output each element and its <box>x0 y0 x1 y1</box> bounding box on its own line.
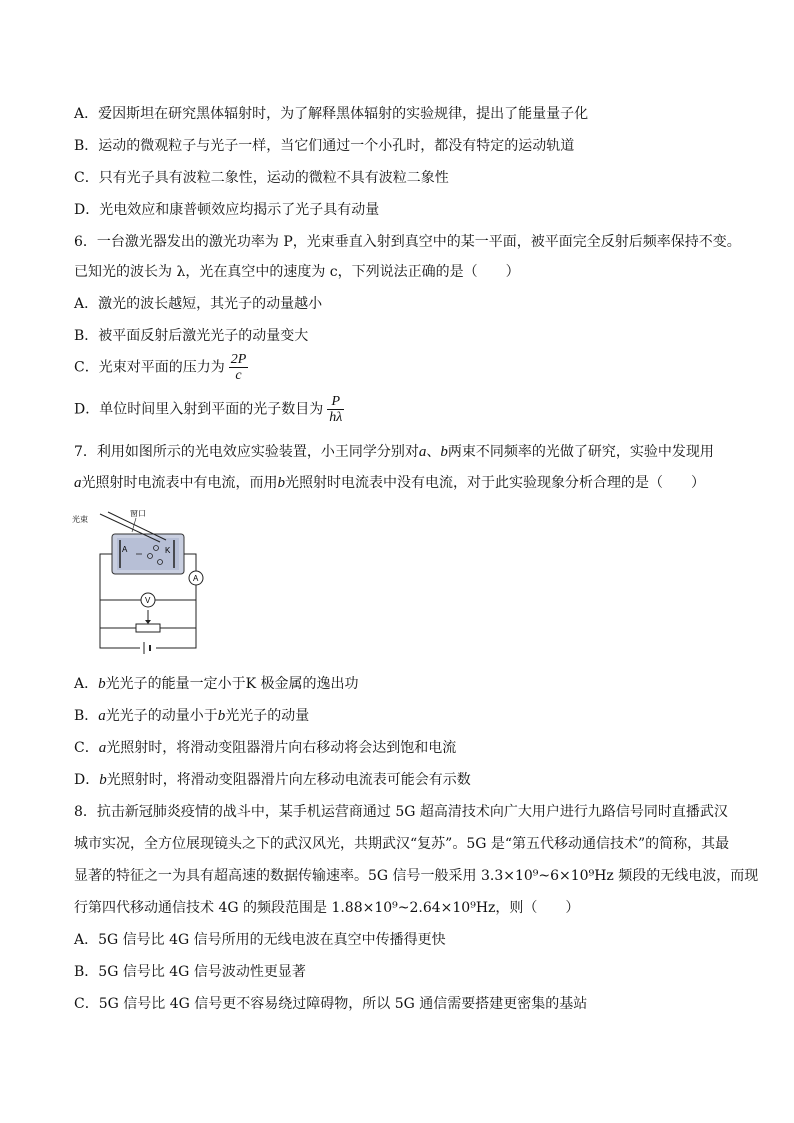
fraction-denominator: hλ <box>329 410 343 425</box>
q6-stem-line2: 已知光的波长为 λ，光在真空中的速度为 c，下列说法正确的是（ ） <box>74 264 520 280</box>
q8-option-c: C．5G 信号比 4G 信号更不容易绕过障碍物，所以 5G 通信需要搭建更密集的基站 <box>74 996 588 1012</box>
q7-option-b <box>74 706 309 726</box>
q8-option-a: A．5G 信号比 4G 信号所用的无线电波在真空中传播得更快 <box>74 932 446 948</box>
q6-option-d-text: D．单位时间里入射到平面的光子数目为 <box>74 401 324 418</box>
q6-option-a: A．激光的波长越短，其光子的动量越小 <box>74 296 323 312</box>
q7-stem-text: 光照射时电流表中有电流，而用 <box>81 475 278 491</box>
sliding-rheostat <box>136 624 160 632</box>
q5-option-b: B．运动的微观粒子与光子一样，当它们通过一个小孔时，都没有特定的运动轨道 <box>74 138 575 154</box>
q7-separator: 、 <box>426 444 441 460</box>
q8-stem-line2: 城市实况，全方位展现镜头之下的武汉风光，共期武汉“复苏”。5G 是“第五代移动通信技术”的简称，其最 <box>74 836 730 852</box>
option-text: 光照射时，将滑动变阻器滑片向左移动电流表可能会有示数 <box>106 772 471 788</box>
q8-stem-line4: 行第四代移动通信技术 4G 的频段范围是 1.88×10⁹~2.64×10⁹Hz，则（ ） <box>74 900 580 916</box>
q5-option-c: C．只有光子具有波粒二象性，运动的微粒不具有波粒二象性 <box>74 170 449 186</box>
option-prefix: A． <box>74 676 99 692</box>
q7-stem-text: 光照射时电流表中没有电流，对于此实验现象分析合理的是（ ） <box>285 475 705 491</box>
q6-stem-line1: 6．一台激光器发出的激光功率为 P，光束垂直入射到真空中的某一平面，被平面完全反射后频率保持不变。 <box>74 234 741 250</box>
var-a: a <box>98 740 107 756</box>
voltmeter-label: V <box>145 596 151 605</box>
var-a: a <box>418 444 427 460</box>
fraction-numerator: P <box>327 394 344 410</box>
var-b: b <box>277 475 285 491</box>
q5-option-a: A．爱因斯坦在研究黑体辐射时，为了解释黑体辐射的实验规律，提出了能量量子化 <box>74 106 589 122</box>
q8-option-b: B．5G 信号比 4G 信号波动性更显著 <box>74 964 306 980</box>
var-b: b <box>99 772 107 788</box>
q6-option-d <box>74 394 344 425</box>
q6-option-c <box>74 352 248 383</box>
q8-stem-line3: 显著的特征之一为具有超高速的数据传输速率。5G 信号一般采用 3.3×10⁹~6×10⁹Hz 频段的无线电波，而现 <box>74 868 759 884</box>
q7-stem-line1 <box>74 442 714 462</box>
option-prefix: B． <box>74 708 99 724</box>
var-b: b <box>217 708 226 724</box>
option-text: 光光子的动量小于 <box>105 708 218 724</box>
fraction-denominator: c <box>235 368 242 383</box>
var-b: b <box>98 676 106 692</box>
q7-option-d <box>74 770 471 790</box>
q6-option-c-fraction <box>229 352 249 383</box>
option-prefix: D． <box>74 772 100 788</box>
option-prefix: C． <box>74 740 99 756</box>
fraction-numerator: 2P <box>230 352 247 367</box>
electrode-a-label: A <box>122 545 128 554</box>
option-text: 光光子的能量一定小于K 极金属的逸出功 <box>105 676 359 692</box>
var-b: b <box>440 444 448 460</box>
option-text: 光照射时，将滑动变阻器滑片向右移动将会达到饱和电流 <box>106 740 457 756</box>
q7-option-a <box>74 674 359 694</box>
q7-option-c <box>74 738 456 758</box>
q7-stem-text: 两束不同频率的光做了研究，实验中发现用 <box>447 444 714 460</box>
window-label: 窗口 <box>130 510 146 518</box>
electrode-k-label: K <box>165 546 171 555</box>
option-text: 光光子的动量 <box>225 708 310 724</box>
var-a: a <box>74 475 82 491</box>
q7-stem-line2 <box>74 473 705 493</box>
beam-label: 光束 <box>72 515 88 524</box>
var-a: a <box>98 708 106 724</box>
q6-option-c-text: C．光束对平面的压力为 <box>74 359 225 376</box>
q7-stem-text: 7．利用如图所示的光电效应实验装置，小王同学分别对 <box>74 444 419 460</box>
q8-stem-line1: 8．抗击新冠肺炎疫情的战斗中，某手机运营商通过 5G 超高清技术向广大用户进行九路信号同时直播武汉 <box>74 804 728 820</box>
q5-option-d: D．光电效应和康普顿效应均揭示了光子具有动量 <box>74 202 380 218</box>
q6-option-b: B．被平面反射后激光光子的动量变大 <box>74 328 309 344</box>
ammeter-label: A <box>193 574 199 583</box>
q6-option-d-fraction <box>327 394 344 425</box>
photoelectric-apparatus-figure <box>70 510 210 662</box>
